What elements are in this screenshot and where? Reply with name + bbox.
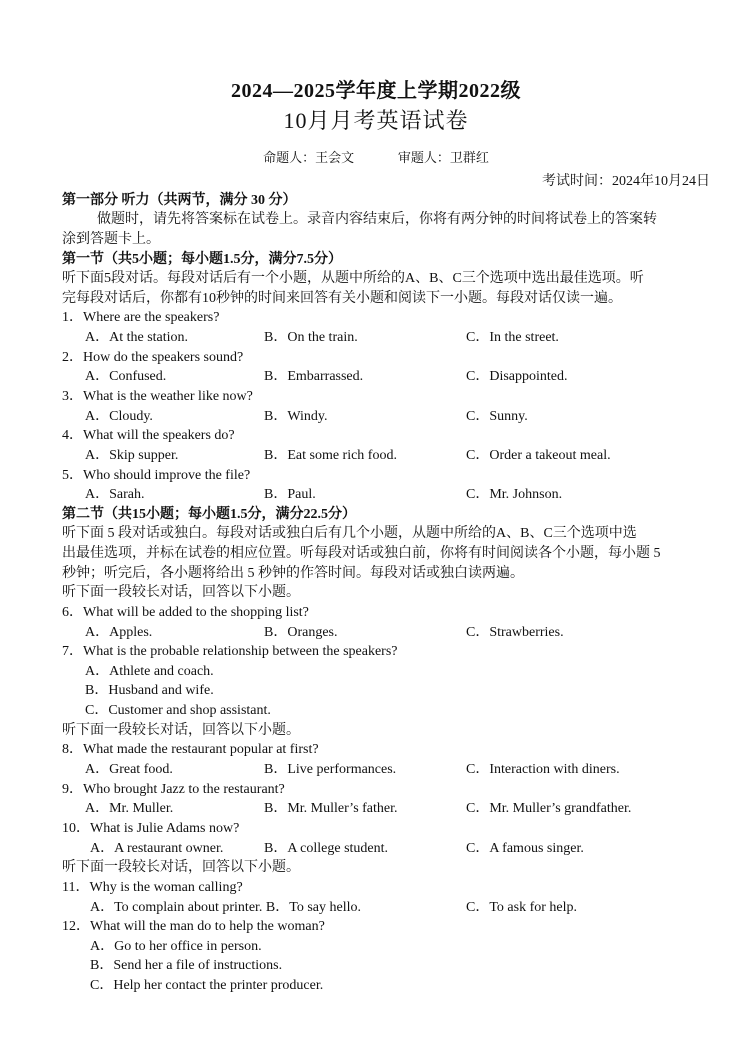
question-stem: 3．What is the weather like now? — [62, 389, 253, 404]
part1-intro-line1: 做题时，请先将答案标在试卷上。录音内容结束后，你将有两分钟的时间将试卷上的答案转 — [97, 212, 657, 227]
option-c: C．Help her contact the printer producer. — [90, 978, 324, 993]
question-stem: 12．What will the man do to help the woman? — [62, 919, 325, 934]
section1-instructions-line2: 完每段对话后，你都有10秒钟的时间来回答有关小题和阅读下一小题。每段对话仅读一遍。 — [62, 291, 622, 306]
question-reviewer: 审题人：卫群红 — [397, 151, 489, 166]
dialogue-lead: 听下面一段较长对话，回答以下小题。 — [62, 585, 300, 600]
part1-intro-line2: 涂到答题卡上。 — [62, 232, 160, 247]
question-setter: 命题人：王会文 — [263, 151, 355, 166]
option-a: A．A restaurant owner. — [90, 841, 224, 856]
option-b: B．Windy. — [264, 409, 328, 424]
option-b: B．Paul. — [264, 487, 316, 502]
option-c: C．Sunny. — [466, 409, 528, 424]
exam-time: 考试时间：2024年10月24日 — [542, 174, 710, 189]
option-a: A．Sarah. — [85, 487, 145, 502]
section2-instructions-line1: 听下面 5 段对话或独白。每段对话或独白后有几个小题，从题中所给的A、B、C三个选项中选 — [62, 526, 637, 541]
question-stem: 5．Who should improve the file? — [62, 468, 251, 483]
option-b: B．Oranges. — [264, 625, 338, 640]
section1-instructions-line1: 听下面5段对话。每段对话后有一个小题，从题中所给的A、B、C三个选项中选出最佳选项。听 — [62, 271, 644, 286]
option-a: A．Skip supper. — [85, 448, 179, 463]
question-stem: 11．Why is the woman calling? — [62, 880, 243, 895]
option-a: A．At the station. — [85, 330, 189, 345]
option-c: C．Strawberries. — [466, 625, 564, 640]
exam-title-line1: 2024—2025学年度上学期2022级 — [231, 80, 521, 102]
option-c: C．Mr. Muller’s grandfather. — [466, 801, 632, 816]
question-stem: 10．What is Julie Adams now? — [62, 821, 240, 836]
question-stem: 2．How do the speakers sound? — [62, 350, 244, 365]
option-c: C．Order a takeout meal. — [466, 448, 611, 463]
option-a: A．Cloudy. — [85, 409, 153, 424]
option-b: B．A college student. — [264, 841, 389, 856]
option-a-b: A．To complain about printer. B．To say hello. — [90, 900, 361, 915]
question-stem: 4．What will the speakers do? — [62, 428, 235, 443]
option-c: C．Customer and shop assistant. — [85, 703, 271, 718]
exam-title-line2: 10月月考英语试卷 — [283, 108, 469, 133]
option-a: A．Great food. — [85, 762, 173, 777]
option-c: C．To ask for help. — [466, 900, 578, 915]
option-b: B．Eat some rich food. — [264, 448, 397, 463]
option-b: B．Embarrassed. — [264, 369, 364, 384]
option-b: B．On the train. — [264, 330, 358, 345]
option-c: C．Interaction with diners. — [466, 762, 620, 777]
section2-instructions-line3: 秒钟；听完后，各小题将给出 5 秒钟的作答时间。每段对话或独白读两遍。 — [62, 566, 524, 581]
option-a: A．Athlete and coach. — [85, 664, 214, 679]
section2-heading: 第二节（共15小题；每小题1.5分，满分22.5分） — [62, 507, 356, 522]
option-a: A．Apples. — [85, 625, 153, 640]
section2-instructions-line2: 出最佳选项，并标在试卷的相应位置。听每段对话或独白前，你将有时间阅读各个小题，每小题 5 — [62, 546, 661, 561]
option-a: A．Confused. — [85, 369, 167, 384]
part1-heading: 第一部分 听力（共两节，满分 30 分） — [62, 193, 297, 208]
option-b: B．Send her a file of instructions. — [90, 958, 283, 973]
question-stem: 7．What is the probable relationship between the speakers? — [62, 644, 398, 659]
option-c: C．Mr. Johnson. — [466, 487, 563, 502]
question-stem: 8．What made the restaurant popular at first? — [62, 742, 319, 757]
dialogue-lead: 听下面一段较长对话，回答以下小题。 — [62, 860, 300, 875]
question-stem: 9．Who brought Jazz to the restaurant? — [62, 782, 285, 797]
question-stem: 6．What will be added to the shopping list? — [62, 605, 309, 620]
option-b: B．Mr. Muller’s father. — [264, 801, 398, 816]
question-stem: 1．Where are the speakers? — [62, 310, 220, 325]
option-c: C．In the street. — [466, 330, 559, 345]
option-b: B．Husband and wife. — [85, 683, 214, 698]
option-a: A．Mr. Muller. — [85, 801, 174, 816]
option-c: C．Disappointed. — [466, 369, 568, 384]
authors-line — [0, 147, 752, 166]
option-c: C．A famous singer. — [466, 841, 584, 856]
option-b: B．Live performances. — [264, 762, 397, 777]
dialogue-lead: 听下面一段较长对话，回答以下小题。 — [62, 723, 300, 738]
section1-heading: 第一节（共5小题；每小题1.5分，满分7.5分） — [62, 252, 342, 267]
option-a: A．Go to her office in person. — [90, 939, 262, 954]
